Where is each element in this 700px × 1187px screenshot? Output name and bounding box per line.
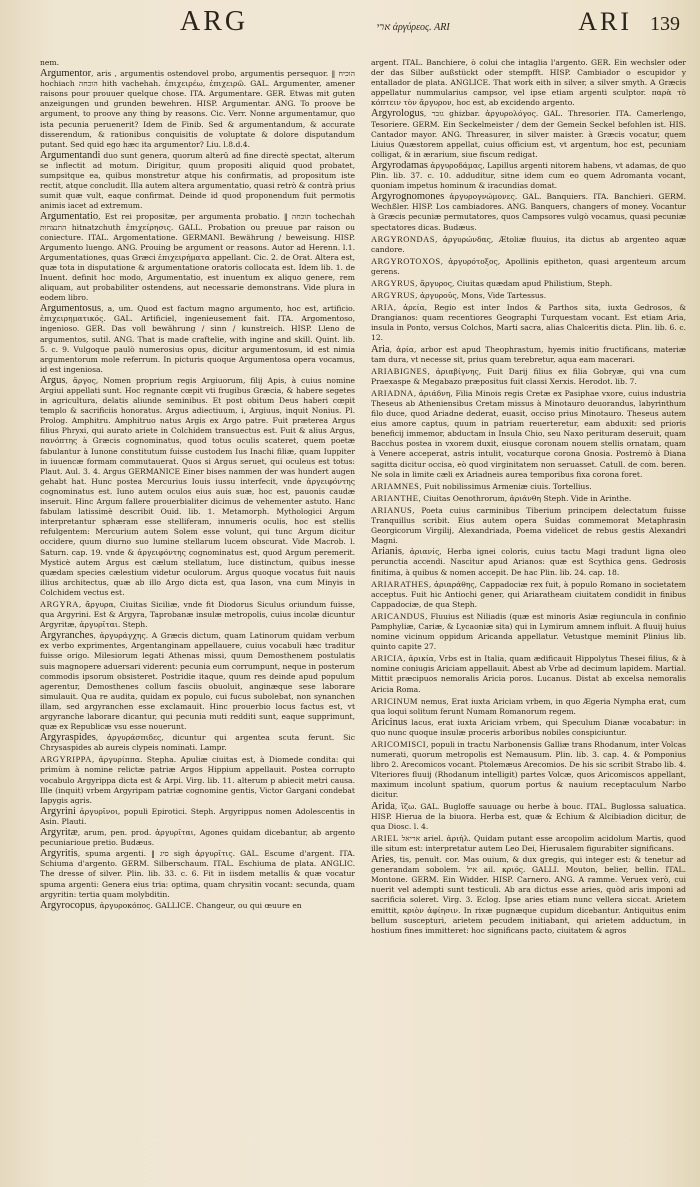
header-middle-text: ארי ἀργύρεος. ARI [376, 22, 450, 33]
dictionary-entry [371, 579, 686, 610]
dictionary-entry [40, 849, 355, 899]
entry-text: , ἀρεία, Regio est inter Indos & Parthos sita, iuxta Gedrosos, & Drangianos: quam recentiores Geographi Turquestam vocant. Est etiam Aria, insula in Ponto, versus Colchos, Marti sacra, alias Chalceritis dicta. Plin. lib. 6. c. 12. [371, 303, 686, 343]
left-column [40, 58, 355, 1175]
entry-headword: Argyritis [40, 848, 78, 860]
dictionary-entry [40, 599, 355, 630]
entry-text: , arum, pen. prod. ἀργυρῖται, Agones quidam dicebantur, ab argento pecuniarioue pretio. Budæus. [40, 828, 355, 848]
entry-headword: ARIA [371, 302, 394, 313]
entry-text: , tis, penult. cor. Mas ouium, & dux gregis, qui integer est: & tenetur ad generandam sobolem. איל ail. κριός. GALLI. Mouton, belier, bellin. ITAL. Montone. GERM. Ein Widder. HISP. Carnero. ANG. A ramme. Veruex verò, cui nuerit vel adempti sunt testiculi. Ab ara dictus esse aries, quòd aris imponi ad sacrificia soleret. Virg. 3. Eclog. Ipse aries etiam nunc vellera siccat. Arietem emittit, κριὸν ἀφίησιν. In rixæ pugnæque cupidum dicebantur. Antiquitus enim bellum suscepturi, arietem pecudem initiabant, qui arietem adductum, in hostium fines immitteret: hoc significans pacto, ciuitatem & agros [371, 855, 686, 935]
dictionary-entry [371, 481, 686, 492]
entry-text: ἀργυρῖνοι, populi Epirotici. Steph. Argyrippus nomen Adolescentis in Asin. Plauti. [40, 806, 355, 826]
entry-headword: ARIANUS [371, 504, 413, 515]
entry-headword: ARIABIGNES [371, 365, 428, 376]
entry-text: , populi in tractu Narbonensis Galliæ trans Rhodanum, inter Volcas numerati, quorum metropolis est Nemausum. Plin. lib. 3. cap. 4. & Pomponius libro 2. Arecomicos vocant. Ptolemæus Arecomios. De his sic scribit Strabo lib. 4. Vlteriores fluuij (Rhodanum intelligit) partes Volcæ, quos Aricomiscos appellant, maximum incolunt spatium, quorum portus & nauium receptaculum Narbo dicitur. [371, 740, 686, 800]
entry-text: , Ciuitas Oenothrorum, ἀριάνθη Steph. Vide in Arinthe. [418, 493, 632, 503]
entry-text: , ἄργυρα, Ciuitas Siciliæ, vnde fit Diodorus Siculus oriundum fuisse, qua Argyrini. Est & Argyra, Taprobanæ insulæ metropolis, cuius incolæ dicuntur Argyritæ, ἀργυρῖται. Steph. [40, 599, 355, 630]
entry-headword: ARIANTHE [371, 492, 419, 503]
dictionary-entry [371, 192, 686, 232]
entry-text: , spuma argenti. ‖ סיג sigh ἀργυρῖτις. GAL. Escume d'argent. ITA. Schiuma d'argento. GERM. Silberschaum. ITAL. Eschiuma de plata. ANGLIC. The dresse of silver. Plin. lib. 33. c. 6. Fit in iisdem metallis & quæ vocatur spuma argenti: Genera eius tria: optima, quam chrysitin vocant: secunda, quam argyritin: tertia quam molybditin. [40, 849, 355, 899]
header-left-word: ARG [180, 6, 249, 37]
entry-headword: ARGYRA [40, 598, 79, 609]
entry-text: , ἀριαβίγνης, Fuit Darij filius ex filia Gobryæ, qui vna cum Praexaspe & Megabazo præpositus fuit classi Xerxis. Herodot. lib. 7. [371, 366, 686, 386]
page-number: 139 [649, 13, 680, 35]
running-head [40, 6, 680, 46]
entry-headword: ARICIA [371, 653, 404, 664]
text-columns [40, 58, 686, 1175]
entry-headword: Aria [371, 343, 390, 355]
dictionary-entry [371, 109, 686, 159]
entry-text: argent. ITAL. Banchiere, ò colui che intaglia l'argento. GER. Ein wechsler oder der das Silber außstückt oder stempfft. HISP. Cambiador o escupidor y entallador de plata. ANGLICE. That work eith in silver, a silver smyth. A Græcis appellatur nummularius campsor, vel ipse etiam argenti sculptor. παρὰ τὸ κόπτειν τὸν ἄργυρον, hoc est, ab excidendo argento. [371, 58, 686, 108]
dictionary-entry [371, 493, 686, 504]
entry-headword: ARIAMNES [371, 480, 420, 491]
dictionary-entry [371, 653, 686, 694]
dictionary-entry [371, 802, 686, 832]
entry-headword: ARGYRUS [371, 290, 416, 301]
entry-headword: Arianis [371, 546, 402, 558]
entry-headword: ARICANDUS [371, 610, 426, 621]
entry-text: , ἀργυρότοξος, Apollinis epitheton, quasi argenteum arcum gerens. [371, 256, 686, 276]
entry-headword: Argyrini [40, 805, 76, 817]
entry-headword: Argyrologus [371, 108, 424, 120]
dictionary-entry [40, 304, 355, 375]
dictionary-entry [40, 631, 355, 732]
dictionary-entry [40, 151, 355, 212]
header-right-word: ARI [578, 7, 632, 36]
entry-text: , ἀργυράγχης. A Græcis dictum, quam Latinorum quidam verbum ex verbo exprimentes, Argentanginam appellauere, cuius vocabuli hæc traditur fuisse origo. Milesiorum legati Athenas missi, quum Demosthenem postulatis suis magnopere aduersari viderent: pecunia eum corrumpunt, neque in posterum commodis ipsorum obsisteret. Postridie itaque, quum res deinde apud populum agerentur, Demosthenes collum fasciis obuoluit, anginæque sese laborare simulauit. Qua re audita, quidam ex populo, cui fucus subolebat, non synanchen illam, sed argyranchen esse exclamauit. Hinc prouerbio locus factus est, vt argyranche laborare dicantur, qui pecunia muti redditi sunt, eaque supprimunt, quæ ex Republicæ vsu esse nouerunt. [40, 631, 355, 732]
dictionary-entry [371, 256, 686, 277]
dictionary-entry [371, 855, 686, 936]
entry-text: , a, um. Quod est factum magno argumento, hoc est, artificio. ἐπιχειρηματικός. GAL. Artificiel, ingenieusement fait. ITA. Argomentoso, ingenioso. GER. Das voll bewährung / sinn / kunstreich. HISP. Lleno de argumentos, sutil. ANG. That is made craftelie, with ingine and skill. Quint. lib. 5. c. 9. Vulgoque paulò numerosius opus, dicitur argumentosum, id est nimia argumentorum mole referrum. In picturis quoque Argumentosa opera vocamus, id est ingeniosa. [40, 304, 355, 374]
entry-headword: Argyrodamas [371, 159, 428, 171]
entry-headword: Argumentandi [40, 149, 101, 161]
entry-text: , ἄργυρος, Ciuitas quædam apud Philistium, Steph. [415, 278, 613, 288]
dictionary-entry [40, 901, 355, 911]
entry-headword: ARGYROTOXOS [371, 255, 441, 266]
entry-headword: Argyritæ [40, 827, 78, 839]
entry-headword: ARIEL [371, 832, 399, 843]
entry-headword: Aries [371, 854, 394, 866]
dictionary-entry [371, 388, 686, 480]
entry-text: , ἀριαράθης, Cappadociæ rex fuit, à populo Romano in societatem acceptus. Fuit hic Antiochi gener, qui Ariaratheam ciuitatem condidit in finibus Cappadociæ, de qua Steph. [371, 579, 686, 609]
entry-headword: ARGYRIPPA [40, 754, 92, 765]
entry-text: , ἀργυρώνδας, Ætoliæ fluuius, ita dictus ab argenteo aquæ candore. [371, 234, 686, 254]
entry-text: , ἀρία, arbor est apud Theophrastum, hyemis initio fructificans, materiæ tam dura, vt necesse sit, prius quam terebretur, aqua eam macerari. [371, 344, 686, 364]
dictionary-entry [371, 547, 686, 577]
entry-text: duo sunt genera, quorum alterû ad fine directè spectat, alterum se inflectit ad motum. Dirigitur, quum propositi aliquid quod probatet, sumpsitque ea, quibus monstretur atque his confirmatis, ad propositum iste rectit, atque concludit. Illa autem altera argumentatio, quasi retrò & contrà prius sumit quæ vult, eaque confirmat. Deinde id quod proponendum fuit permotis animis iacet ad extremum. [40, 150, 355, 211]
entry-text: , Est rei propositæ, per argumenta probatio. ‖ תוכחה tochechah התנצחות hitnatzchuth ἐπιχείρησις. GALL. Probation ou preuue par raison ou coniecture. ITAL. Argomentatione. GERMANI. Bewährung / beweisung. HISP. Argumento luengo. ANG. Prouing be argument or reasons. Autor ad Herenn. l.1. Argumentationes, quas Græci ἐπιχειρήματα appellant. Cic. 2. de Orat. Altera est, quæ tota in disputatione & argumentatione oratoris collocata est. Idem lib. 1. de Inuent. definit hoc modo, Argumentatio, est inuentum ex aliquo genere, rem aliquam, aut probabiliter ostendens, aut necessarie demonstrans. Vide plura in eodem libro. [40, 212, 355, 303]
dictionary-entry [371, 718, 686, 738]
entry-text: , ἴζω. GAL. Bugloffe sauuage ou herbe à bouc. ITAL. Buglossa saluatica. HISP. Hierua de la biuora. Herba est, quæ & Echium & Alcibiadion dicitur, de qua Diosc. l. 4. [371, 801, 686, 831]
dictionary-entry [40, 828, 355, 848]
entry-text: lacus, erat iuxta Ariciam vrbem, qui Speculum Dianæ vocabatur: in quo nunc quoque insulæ proceris arboribus nobiles conspiciuntur. [371, 717, 686, 737]
entry-headword: ARGYRUS [371, 277, 416, 288]
entry-headword: Argyrocopus [40, 899, 95, 911]
entry-text: , aris , argumentis ostendovel probo, argumentis persequor. ‖ הוכיח hochiach הוכחה hith vachehah. ἐπιχειρέω, ἐπιχειρῶ. GAL. Argumenter, amener raisons pour prouuer quelque chose. ITA. Argumentare. GER. Etwas mit guten anzeigungen und grunden bewehren. HISP. Argumentar. ANG. To proove be argument, to proove any thing by reasons. Cic. Verr. Nonne argumentamur, quo ista pecunia peruenerit? Idem de Finib. Sed & argumentandum, & accurate disserendum, & rationibus conquisitis de voluptate & dolore disputandum putant. Sed quid ego hæc ita argumentor? Liu. l.8.d.4. [40, 69, 355, 149]
entry-text: , ἀργυρίππα. Stepha. Apuliæ ciuitas est, à Diomede condita: qui primùm à nomine relictæ patriæ Argos Hippium appellauit. Postea corrupto vocabulo Argyrippa dicta est & Arpi. Virg. lib. 11. alterum p abiecit metri causa. Ille (inquit) vrbem Argyripam patriæ cognomine gentis, Victor Gargani condebat Iapygis agris. [40, 755, 355, 805]
dictionary-entry [371, 505, 686, 546]
entry-text: אריאל ariel. ἀριήλ. Quidam putant esse arcopolim acidolum Martis, quod ille situm est: interpretatur autem Leo Dei, Hierusalem figurabiter significans. [371, 833, 686, 853]
dictionary-entry [371, 833, 686, 854]
entry-text: , ἀριάδνη, Filia Minois regis Cretæ ex Pasiphae vxore, cuius industria Theseus ab Atheniensibus Cretam missus à Minotauro deuorandus, labyrinthum filo duce, quod Ariadne dederat, euasit, occiso prius Minotauro. Theseus autem eius amore captus, quum in patriam reuerteretur, eam abduxit: sed prioris beneficij immemor, abductam in Insula Chio, seu Naxo perituram deseruit, quam Bacchus postea in vxorem duxit, eiusque coronam nouem stellis ornatam, quam à Venere acceperat, astris intulit, vocaturque corona Gnosia. Postremò à Diana sagitta dicitur occisa, eò quod virginitatem non seruasset. Catull. de com. beren. Ne sola in limite cæli ex Ariadneis aurea temporibus fixa corona foret. [371, 388, 686, 479]
dictionary-entry [371, 345, 686, 365]
dictionary-entry [371, 234, 686, 255]
entry-headword: ARIADNA [371, 387, 414, 398]
entry-headword: ARIARATHES [371, 578, 429, 589]
entry-text: , Poeta cuius carminibus Tiberium principem delectatum fuisse Tranquillus scribit. Eius autem opera Suidas commemorat Metaphrasin Georgicorum Virgilij, Alexandriada, Poema videlicet de rebus gestis Alexandri Magni. [371, 505, 686, 546]
entry-text: ἀργυρογνώμονες. GAL. Banquiers. ITA. Banchieri. GERM. Wechßler. HISP. Los cambiadores. ANG. Banquers, changers of money. Vocantur à Græcis pecuniæ permutatores, quos Campsores vulgò vocamus, quasi pecuniæ spectatores dicas. Budæus. [371, 192, 686, 232]
entry-headword: ARICINUM [371, 695, 418, 706]
entry-headword: Aricinus [371, 716, 408, 728]
entry-text: , ἄργος, Nomen proprium regis Argiuorum, filij Apis, à cuius nomine Argiui appellati sunt. Hoc regnante cœpit vti frugibus Græcia, & habere segetes in agricultura, delatis aliunde seminibus. Et post obitum Deus haberi cœpit templo & sacrificiis honoratus. Argus adiectiuum, i, Argiuus, inquit Nonius. Pl. Prolog. Amphitru. Amphitruo natus Argis ex Argo patre. Fuit præterea Argus filius Phryxi, qui aurato ariete in Colchidem transuectus est. Fuit & alius Argus, πανόπτης à Græcis cognominatus, quod totus oculis scateret, quem poetæ fabulantur à Iunone constitutum fuisse custodem Ius Inachi filiæ, quam Iuppiter in iuuencæ formam commutauerat. Quos si Argus seruet, qui oculeus est totus: Plaut. Aul. 3. 4. Argus GERMANICE Einer bises nammen der was hundert augen gehabt hat. Hunc postea Mercurius Iouis iussu interfecit, vnde ἀργειφόντης cognominatus est. Iuno autem oculos eius auis suæ, hoc est, pauonis caudæ inseruit. Hinc Argum fallere prouerbialiter dicimus de vehementer astuto. Hanc fabulam latissimè describit Ouid. lib. 1. Metamorph. Mythologici Argum interpretantur sphæram esse stelliferam, innumeris oculis, hoc est stellis refulgentem: Mercurium autem Solem esse volunt, qui tunc Argum dicitur occidere, quum diurno suo lumine stellarum lucem obscurat. Vide Macrob. l. Saturn. cap. 19. vnde & ἀργειφόντης cognominatus est, quod Argum peremerit. Mysticè autem Argus est cælum stellatum, luce distinctum, quibus inesse quædam species cælestium videtur oculorum. Argus quoque vocatus fuit nauis illius architectus, quæ ab illo Argo dicta est, qua Iason, vna cum Minyis in Colchidem vectus est. [40, 375, 355, 597]
dictionary-entry [371, 739, 686, 801]
dictionary-entry [40, 376, 355, 598]
entry-text: , ἀριανίς, Herba ignei coloris, cuius tactu Magi tradunt ligna oleo perunctia accendi. Nascitur apud Arianos: quæ est Scythica gens. Gedrosis finitima, à quibus & nomen accepit. De hac Plin. lib. 24. cap. 18. [371, 547, 686, 577]
dictionary-entry [40, 212, 355, 303]
right-column [371, 58, 686, 1175]
dictionary-entry [371, 58, 686, 108]
dictionary-entry [371, 302, 686, 343]
entry-headword: Argyrognomones [371, 191, 445, 203]
dictionary-entry [40, 807, 355, 827]
dictionary-entry [40, 69, 355, 150]
entry-headword: Argumentosus [40, 303, 102, 315]
entry-text: , ἀρικία, Vrbs est in Italia, quam ædificauit Hippolytus Thesei filius, & à nomine coniugis Ariciam appellauit. Abest ab Vrbe ad decimum lapidem. Martial. Mittit præcipuos nemoralis Aricia poros. Lucanus. Distat ab excelsa nemoralis Aricia Roma. [371, 654, 686, 694]
entry-text: , ἀργυράσπιδες, dicuntur qui argentea scuta ferunt. Sic Chrysaspides ab aureis clypeis nominati. Lampr. [40, 733, 355, 753]
entry-headword: Argyraspides [40, 732, 96, 744]
dictionary-entry [371, 290, 686, 301]
entry-headword: Argus [40, 374, 66, 386]
dictionary-entry [371, 611, 686, 652]
dictionary-entry [371, 161, 686, 191]
entry-text: , ἀργυροῦς, Mons, Vide Tartessus. [415, 291, 547, 301]
entry-headword: ARGYRONDAS [371, 233, 436, 244]
entry-text: , Fuit nobilissimus Armeniæ ciuis. Tortellius. [419, 481, 592, 491]
entry-text: nem. [40, 58, 59, 67]
dictionary-entry [371, 278, 686, 289]
entry-text: , Fluuius est Niliadis (quæ est minoris Asiæ regiuncula in confinio Pamphyliæ, Cariæ, & Lycaoniæ sita) qui in Lymirum amnem influit. A fluuij huius nomine vicinum oppidum Aricanda appellatur. Vetustque meminit Plinius lib. quinto capite 27. [371, 611, 686, 652]
entry-text: , ἀργυροκόπος. GALLICE. Changeur, ou qui œuure en [94, 900, 302, 910]
entry-text: ἀργυροδάμας, Lapillus argenti nitorem habens, vt adamas, de quo Plin. lib. 37. c. 10. adduditur, sitne idem cum eo quem Adromanta vocant, quoniam impetus hominum & iracundias domat. [371, 160, 686, 191]
entry-headword: Argumentatio [40, 211, 99, 223]
entry-text: , גזבר ghizbar. ἀργυρολόγος. GAL. Thresorier. ITA. Camerlengo, Tesoriere. GERM. Ein Seckelmeister / dem der Gemein Seckel befohlen ist. HIS. Cantador mayor. ANG. Threasurer, in silver maister. à Græcis vocatur, quem Liuius Quæstorem appellat, cuius officium est, vt argentum, hoc est, pecuniam colligat, & in ærarium, siue fiscum redigat. [371, 109, 686, 159]
dictionary-entry [371, 696, 686, 717]
entry-headword: Arida [371, 800, 395, 812]
dictionary-entry [40, 58, 355, 68]
dictionary-entry [40, 733, 355, 753]
dictionary-entry [371, 366, 686, 387]
entry-text: nemus, Erat iuxta Ariciam vrbem, in quo Ægeria Nympha erat, cum qua loqui solitum ferunt Numam Romanorum regem. [371, 696, 686, 716]
dictionary-entry [40, 754, 355, 805]
entry-headword: Argyranches [40, 630, 94, 642]
entry-headword: ARICOMISCI [371, 739, 427, 749]
entry-headword: Argumentor [40, 68, 92, 80]
